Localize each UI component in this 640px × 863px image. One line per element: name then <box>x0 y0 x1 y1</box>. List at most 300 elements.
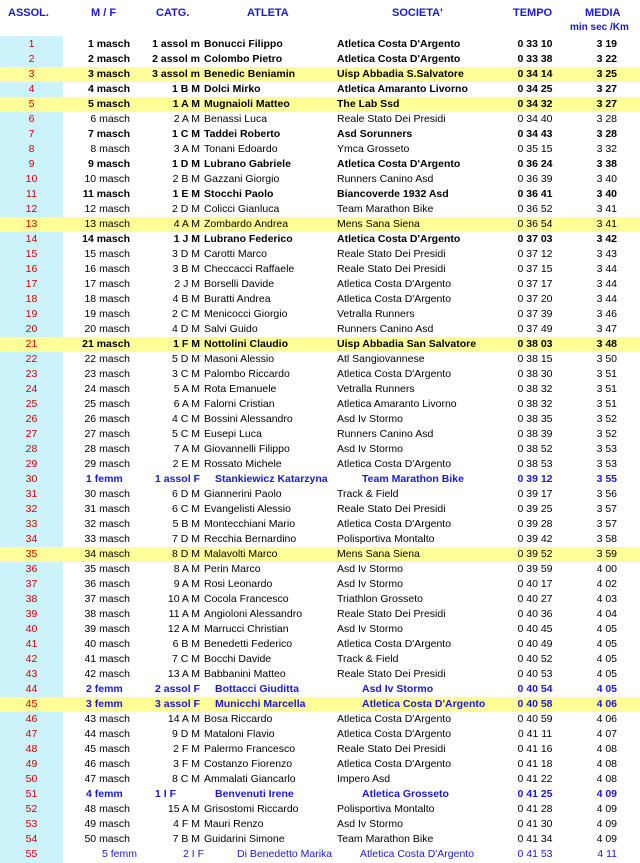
position-cell: 16 <box>0 262 63 277</box>
club-cell: Triathlon Grosseto <box>337 593 423 605</box>
club-cell: Asd Iv Stormo <box>337 623 403 635</box>
table-row <box>0 802 640 817</box>
pace-cell: 3 22 <box>596 53 617 65</box>
position-cell: 41 <box>0 637 63 652</box>
gender-rank-cell: 48 masch <box>84 803 130 815</box>
athlete-name-cell: Bossini Alessandro <box>204 413 293 425</box>
category-cell: 5 C M <box>171 428 200 440</box>
club-cell: Team Marathon Bike <box>337 203 434 215</box>
table-row <box>0 667 640 682</box>
pace-cell: 4 09 <box>596 818 617 830</box>
position-cell: 25 <box>0 397 63 412</box>
table-row <box>0 832 640 847</box>
pace-cell: 3 52 <box>596 428 617 440</box>
gender-rank-cell: 10 masch <box>84 173 130 185</box>
category-cell: 6 D M <box>171 488 200 500</box>
club-cell: Impero Asd <box>337 773 391 785</box>
position-cell: 30 <box>0 472 63 487</box>
time-cell: 0 38 39 <box>517 428 553 440</box>
position-cell: 38 <box>0 592 63 607</box>
club-cell: Asd Iv Stormo <box>337 578 403 590</box>
pace-cell: 3 27 <box>596 83 617 95</box>
category-cell: 2 B M <box>172 173 200 185</box>
table-row <box>0 817 640 832</box>
pace-cell: 3 25 <box>596 68 617 80</box>
gender-rank-cell: 36 masch <box>84 578 130 590</box>
time-cell: 0 38 03 <box>517 338 553 350</box>
position-cell: 21 <box>0 337 63 352</box>
gender-rank-cell: 46 masch <box>84 758 130 770</box>
pace-cell: 3 51 <box>596 398 617 410</box>
position-cell: 29 <box>0 457 63 472</box>
club-cell: Atletica Costa D'Argento <box>337 233 461 245</box>
athlete-name-cell: Angioloni Alessandro <box>204 608 303 620</box>
time-cell: 0 40 54 <box>517 683 553 695</box>
table-row <box>0 247 640 262</box>
gender-rank-cell: 6 masch <box>90 113 130 125</box>
time-cell: 0 34 32 <box>517 98 553 110</box>
time-cell: 0 39 25 <box>517 503 553 515</box>
athlete-name-cell: Municchi Marcella <box>215 698 306 710</box>
time-cell: 0 33 10 <box>517 38 553 50</box>
position-cell: 53 <box>0 817 63 832</box>
category-cell: 5 B M <box>172 518 200 530</box>
gender-rank-cell: 40 masch <box>84 638 130 650</box>
athlete-name-cell: Grisostomi Riccardo <box>204 803 299 815</box>
table-row <box>0 217 640 232</box>
time-cell: 0 37 03 <box>517 233 553 245</box>
gender-rank-cell: 15 masch <box>84 248 130 260</box>
table-row <box>0 187 640 202</box>
table-row <box>0 457 640 472</box>
category-cell: 7 D M <box>171 533 200 545</box>
category-cell: 1 C M <box>171 128 200 140</box>
club-cell: Vetralla Runners <box>337 308 415 320</box>
table-row <box>0 682 640 697</box>
pace-cell: 3 57 <box>596 503 617 515</box>
category-cell: 4 B M <box>172 293 200 305</box>
category-cell: 2 C M <box>171 308 200 320</box>
athlete-name-cell: Bocchi Davide <box>204 653 272 665</box>
club-cell: Team Marathon Bike <box>337 833 434 845</box>
club-cell: Atletica Costa D'Argento <box>360 848 475 860</box>
athlete-name-cell: Ammalati Giancarlo <box>204 773 296 785</box>
club-cell: Atletica Costa D'Argento <box>337 713 452 725</box>
athlete-name-cell: Benedetti Federico <box>204 638 293 650</box>
position-cell: 11 <box>0 187 63 202</box>
club-cell: Track & Field <box>337 488 399 500</box>
gender-rank-cell: 43 masch <box>84 713 130 725</box>
category-cell: 1 I F <box>155 788 177 800</box>
pace-cell: 4 05 <box>596 623 617 635</box>
athlete-name-cell: Benvenuti Irene <box>215 788 294 800</box>
table-row <box>0 622 640 637</box>
pace-cell: 4 04 <box>596 608 617 620</box>
pace-cell: 3 27 <box>596 98 617 110</box>
gender-rank-cell: 35 masch <box>84 563 130 575</box>
category-cell: 5 D M <box>171 353 200 365</box>
club-cell: Biancoverde 1932 Asd <box>337 188 449 200</box>
position-cell: 13 <box>0 217 63 232</box>
pace-cell: 3 40 <box>596 173 617 185</box>
gender-rank-cell: 11 masch <box>82 188 130 200</box>
time-cell: 0 39 12 <box>517 473 553 485</box>
time-cell: 0 41 11 <box>517 728 553 740</box>
table-row <box>0 67 640 82</box>
club-cell: Reale Stato Dei Presidi <box>337 113 446 125</box>
category-cell: 1 E M <box>172 188 200 200</box>
table-row <box>0 112 640 127</box>
table-row <box>0 532 640 547</box>
pace-cell: 3 53 <box>596 458 617 470</box>
position-cell: 33 <box>0 517 63 532</box>
position-cell: 43 <box>0 667 63 682</box>
athlete-name-cell: Menicocci Giorgio <box>204 308 288 320</box>
athlete-name-cell: Malavolti Marco <box>204 548 278 560</box>
position-cell: 19 <box>0 307 63 322</box>
time-cell: 0 38 53 <box>517 458 553 470</box>
table-row <box>0 442 640 457</box>
club-cell: Reale Stato Dei Presidi <box>337 743 446 755</box>
time-cell: 0 36 24 <box>517 158 553 170</box>
position-cell: 23 <box>0 367 63 382</box>
time-cell: 0 38 32 <box>517 398 553 410</box>
athlete-name-cell: Costanzo Fiorenzo <box>204 758 293 770</box>
table-row <box>0 127 640 142</box>
category-cell: 4 C M <box>171 413 200 425</box>
category-cell: 3 F M <box>173 758 200 770</box>
category-cell: 4 D M <box>171 323 200 335</box>
position-cell: 3 <box>0 67 63 82</box>
club-cell: Runners Canino Asd <box>337 428 434 440</box>
category-cell: 1 D M <box>171 158 200 170</box>
club-cell: Atletica Costa D'Argento <box>337 728 452 740</box>
position-cell: 10 <box>0 172 63 187</box>
gender-rank-cell: 3 masch <box>87 68 130 80</box>
category-cell: 2 A M <box>173 113 200 125</box>
pace-cell: 4 05 <box>596 683 617 695</box>
table-row <box>0 427 640 442</box>
club-cell: Polisportiva Montalto <box>337 533 435 545</box>
category-cell: 1 B M <box>171 83 200 95</box>
time-cell: 0 40 58 <box>517 698 553 710</box>
club-cell: Reale Stato Dei Presidi <box>337 503 446 515</box>
position-cell: 36 <box>0 562 63 577</box>
category-cell: 11 A M <box>168 608 200 620</box>
club-cell: Atletica Costa D'Argento <box>337 293 452 305</box>
header-societa: SOCIETA' <box>392 7 443 19</box>
athlete-name-cell: Lubrano Federico <box>204 233 293 245</box>
athlete-name-cell: Perin Marco <box>204 563 261 575</box>
pace-cell: 4 05 <box>596 653 617 665</box>
table-row <box>0 502 640 517</box>
club-cell: Runners Canino Asd <box>337 323 434 335</box>
athlete-name-cell: Benassi Luca <box>204 113 268 125</box>
pace-cell: 3 44 <box>596 278 617 290</box>
club-cell: Reale Stato Dei Presidi <box>337 248 446 260</box>
club-cell: Asd Iv Stormo <box>337 443 403 455</box>
position-cell: 51 <box>0 787 63 802</box>
position-cell: 15 <box>0 247 63 262</box>
category-cell: 4 F M <box>173 818 200 830</box>
category-cell: 3 assol m <box>152 68 200 80</box>
pace-cell: 3 51 <box>596 368 617 380</box>
position-cell: 20 <box>0 322 63 337</box>
athlete-name-cell: Bottacci Giuditta <box>215 683 300 695</box>
table-row <box>0 487 640 502</box>
club-cell: Asd Sorunners <box>337 128 413 140</box>
athlete-name-cell: Dolci Mirko <box>204 83 261 95</box>
athlete-name-cell: Di Benedetto Marika <box>237 848 333 860</box>
table-row <box>0 307 640 322</box>
athlete-name-cell: Rota Emanuele <box>204 383 277 395</box>
athlete-name-cell: Guidarini Simone <box>204 833 285 845</box>
header-tempo: TEMPO <box>513 7 553 19</box>
gender-rank-cell: 14 masch <box>82 233 130 245</box>
position-cell: 35 <box>0 547 63 562</box>
position-cell: 18 <box>0 292 63 307</box>
gender-rank-cell: 42 masch <box>84 668 130 680</box>
position-cell: 45 <box>0 697 63 712</box>
category-cell: 8 C M <box>171 773 200 785</box>
time-cell: 0 40 17 <box>517 578 553 590</box>
gender-rank-cell: 1 masch <box>87 38 130 50</box>
category-cell: 1 J M <box>173 233 200 245</box>
position-cell: 37 <box>0 577 63 592</box>
time-cell: 0 41 28 <box>517 803 553 815</box>
pace-cell: 3 42 <box>596 233 617 245</box>
table-row <box>0 277 640 292</box>
pace-cell: 3 40 <box>596 188 617 200</box>
pace-cell: 3 50 <box>596 353 617 365</box>
pace-cell: 3 51 <box>596 383 617 395</box>
position-cell: 46 <box>0 712 63 727</box>
time-cell: 0 41 25 <box>517 788 553 800</box>
results-table <box>0 37 640 862</box>
time-cell: 0 34 40 <box>517 113 553 125</box>
gender-rank-cell: 18 masch <box>84 293 130 305</box>
category-cell: 3 A M <box>173 143 200 155</box>
pace-cell: 3 52 <box>596 413 617 425</box>
table-row <box>0 367 640 382</box>
category-cell: 1 A M <box>172 98 200 110</box>
gender-rank-cell: 8 masch <box>90 143 130 155</box>
time-cell: 0 41 16 <box>517 743 553 755</box>
category-cell: 7 B M <box>172 833 200 845</box>
athlete-name-cell: Recchia Bernardino <box>204 533 297 545</box>
pace-cell: 4 09 <box>596 803 617 815</box>
club-cell: Atletica Amaranto Livorno <box>337 83 468 95</box>
club-cell: Track & Field <box>337 653 399 665</box>
position-cell: 27 <box>0 427 63 442</box>
gender-rank-cell: 37 masch <box>84 593 130 605</box>
category-cell: 8 A M <box>173 563 200 575</box>
gender-rank-cell: 2 masch <box>87 53 130 65</box>
gender-rank-cell: 47 masch <box>84 773 130 785</box>
club-cell: Polisportiva Montalto <box>337 803 435 815</box>
athlete-name-cell: Marrucci Christian <box>204 623 289 635</box>
club-cell: Atletica Costa D'Argento <box>337 518 452 530</box>
position-cell: 1 <box>0 37 63 52</box>
category-cell: 6 C M <box>171 503 200 515</box>
table-row <box>0 652 640 667</box>
header-atleta: ATLETA <box>247 7 289 19</box>
club-cell: Asd Iv Stormo <box>337 563 403 575</box>
category-cell: 9 A M <box>173 578 200 590</box>
time-cell: 0 38 32 <box>517 383 553 395</box>
category-cell: 2 E M <box>172 458 200 470</box>
position-cell: 6 <box>0 112 63 127</box>
table-row <box>0 142 640 157</box>
pace-cell: 4 06 <box>596 698 617 710</box>
gender-rank-cell: 45 masch <box>84 743 130 755</box>
club-cell: Atletica Costa D'Argento <box>337 758 452 770</box>
athlete-name-cell: Checcacci Raffaele <box>204 263 295 275</box>
time-cell: 0 39 17 <box>517 488 553 500</box>
club-cell: Reale Stato Dei Presidi <box>337 608 446 620</box>
table-row <box>0 562 640 577</box>
gender-rank-cell: 24 masch <box>84 383 130 395</box>
gender-rank-cell: 3 femm <box>86 698 123 710</box>
gender-rank-cell: 23 masch <box>84 368 130 380</box>
gender-rank-cell: 31 masch <box>84 503 130 515</box>
category-cell: 1 F M <box>173 338 200 350</box>
athlete-name-cell: Benedic Beniamin <box>204 68 296 80</box>
header-assol: ASSOL. <box>8 7 49 19</box>
table-row <box>0 787 640 802</box>
athlete-name-cell: Bonucci Filippo <box>204 38 283 50</box>
table-row <box>0 292 640 307</box>
pace-cell: 4 09 <box>596 788 617 800</box>
table-row <box>0 472 640 487</box>
gender-rank-cell: 41 masch <box>84 653 130 665</box>
club-cell: Reale Stato Dei Presidi <box>337 668 446 680</box>
position-cell: 24 <box>0 382 63 397</box>
time-cell: 0 35 15 <box>517 143 553 155</box>
table-row <box>0 352 640 367</box>
time-cell: 0 39 42 <box>517 533 553 545</box>
gender-rank-cell: 5 masch <box>87 98 130 110</box>
pace-cell: 3 55 <box>596 473 617 485</box>
position-cell: 47 <box>0 727 63 742</box>
pace-cell: 4 07 <box>596 728 617 740</box>
gender-rank-cell: 12 masch <box>84 203 130 215</box>
club-cell: Team Marathon Bike <box>362 473 464 485</box>
gender-rank-cell: 44 masch <box>84 728 130 740</box>
time-cell: 0 34 25 <box>517 83 553 95</box>
club-cell: Atletica Costa D'Argento <box>337 638 452 650</box>
category-cell: 2 assol F <box>155 683 200 695</box>
time-cell: 0 33 38 <box>517 53 553 65</box>
athlete-name-cell: Colicci Gianluca <box>204 203 280 215</box>
athlete-name-cell: Giovannelli Filippo <box>204 443 290 455</box>
position-cell: 12 <box>0 202 63 217</box>
table-row <box>0 322 640 337</box>
pace-cell: 3 59 <box>596 548 617 560</box>
time-cell: 0 40 52 <box>517 653 553 665</box>
athlete-name-cell: Zombardo Andrea <box>204 218 289 230</box>
table-row <box>0 772 640 787</box>
table-row <box>0 697 640 712</box>
pace-cell: 3 41 <box>596 218 617 230</box>
table-row <box>0 262 640 277</box>
category-cell: 10 A M <box>167 593 200 605</box>
club-cell: Atletica Grosseto <box>362 788 449 800</box>
gender-rank-cell: 22 masch <box>84 353 130 365</box>
gender-rank-cell: 32 masch <box>84 518 130 530</box>
gender-rank-cell: 30 masch <box>84 488 130 500</box>
athlete-name-cell: Masoni Alessio <box>204 353 275 365</box>
club-cell: Asd Iv Stormo <box>337 413 403 425</box>
category-cell: 1 assol F <box>155 473 200 485</box>
athlete-name-cell: Mugnaioli Matteo <box>204 98 290 110</box>
table-row <box>0 397 640 412</box>
athlete-name-cell: Taddei Roberto <box>204 128 281 140</box>
position-cell: 34 <box>0 532 63 547</box>
gender-rank-cell: 26 masch <box>84 413 130 425</box>
table-row <box>0 757 640 772</box>
table-row <box>0 847 640 862</box>
category-cell: 7 A M <box>173 443 200 455</box>
time-cell: 0 34 43 <box>517 128 553 140</box>
club-cell: Atletica Costa D'Argento <box>337 368 452 380</box>
table-row <box>0 37 640 52</box>
time-cell: 0 41 53 <box>517 848 553 860</box>
gender-rank-cell: 5 femm <box>102 848 138 860</box>
pace-cell: 4 02 <box>596 578 617 590</box>
position-cell: 44 <box>0 682 63 697</box>
table-row <box>0 337 640 352</box>
pace-cell: 4 09 <box>596 833 617 845</box>
category-cell: 12 A M <box>167 623 200 635</box>
athlete-name-cell: Nottolini Claudio <box>204 338 288 350</box>
position-cell: 32 <box>0 502 63 517</box>
position-cell: 49 <box>0 757 63 772</box>
athlete-name-cell: Rosi Leonardo <box>204 578 273 590</box>
gender-rank-cell: 33 masch <box>84 533 130 545</box>
table-row <box>0 742 640 757</box>
time-cell: 0 40 27 <box>517 593 553 605</box>
position-cell: 50 <box>0 772 63 787</box>
athlete-name-cell: Borselli Davide <box>204 278 275 290</box>
athlete-name-cell: Tonani Edoardo <box>204 143 278 155</box>
pace-cell: 3 47 <box>596 323 617 335</box>
pace-cell: 3 28 <box>596 128 617 140</box>
table-header <box>0 0 640 36</box>
gender-rank-cell: 34 masch <box>84 548 130 560</box>
time-cell: 0 38 35 <box>517 413 553 425</box>
time-cell: 0 36 52 <box>517 203 553 215</box>
athlete-name-cell: Stankiewicz Katarzyna <box>215 473 328 485</box>
time-cell: 0 34 14 <box>517 68 553 80</box>
position-cell: 14 <box>0 232 63 247</box>
pace-cell: 3 41 <box>596 203 617 215</box>
category-cell: 5 A M <box>173 383 200 395</box>
category-cell: 3 assol F <box>155 698 200 710</box>
position-cell: 7 <box>0 127 63 142</box>
gender-rank-cell: 50 masch <box>84 833 130 845</box>
position-cell: 22 <box>0 352 63 367</box>
pace-cell: 4 00 <box>596 563 617 575</box>
time-cell: 0 39 59 <box>517 563 553 575</box>
athlete-name-cell: Colombo Pietro <box>204 53 283 65</box>
athlete-name-cell: Buratti Andrea <box>204 293 271 305</box>
athlete-name-cell: Mataloni Flavio <box>204 728 275 740</box>
table-row <box>0 727 640 742</box>
position-cell: 17 <box>0 277 63 292</box>
time-cell: 0 40 53 <box>517 668 553 680</box>
table-row <box>0 592 640 607</box>
